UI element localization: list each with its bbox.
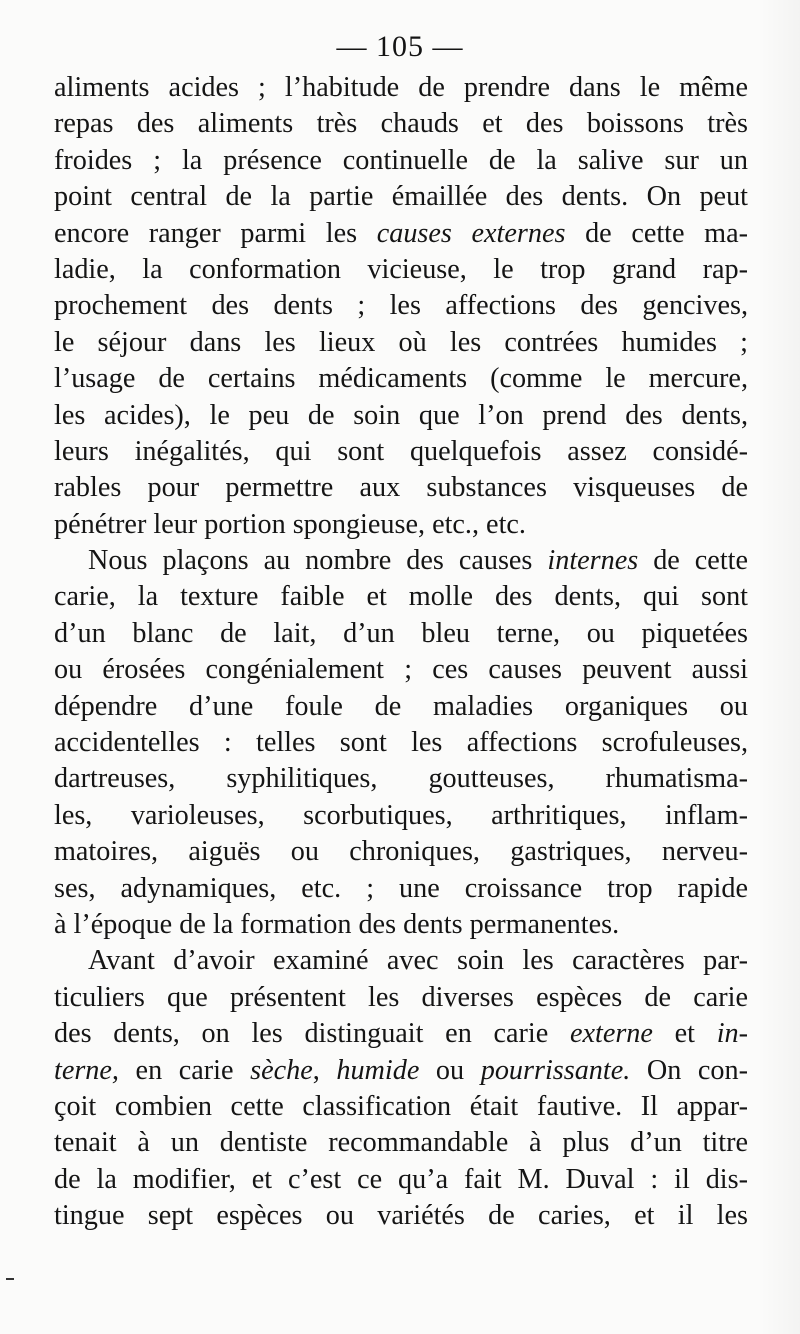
text-line <box>54 70 748 106</box>
text-line <box>54 1089 748 1125</box>
text-run: , <box>312 1054 337 1086</box>
text-run: rables pour permettre aux substances visqueuses de <box>54 472 748 504</box>
text-line <box>54 579 748 615</box>
text-line <box>54 470 748 506</box>
text-run: Avant d’avoir examiné avec soin les caractères par- <box>88 945 748 977</box>
text-run: pénétrer leur portion spongieuse, etc., etc. <box>54 508 526 540</box>
text-line <box>54 179 748 215</box>
text-line <box>54 216 748 252</box>
italic-text: in- <box>716 1018 748 1050</box>
text-run: Nous plaçons au nombre des causes <box>88 545 548 577</box>
text-run: en carie <box>118 1054 251 1086</box>
text-run: d’un blanc de lait, d’un bleu terne, ou piquetées <box>54 617 748 649</box>
text-line <box>54 1125 748 1161</box>
text-line <box>54 361 748 397</box>
text-line <box>54 288 748 324</box>
text-line <box>54 398 748 434</box>
text-run: prochement des dents ; les affections des gencives, <box>54 290 748 322</box>
text-line <box>54 798 748 834</box>
text-line <box>54 871 748 907</box>
paragraph <box>54 943 748 1234</box>
italic-text: externe <box>569 1018 653 1050</box>
text-line <box>54 507 748 543</box>
italic-text: terne, <box>54 1054 119 1086</box>
text-run: et <box>652 1018 717 1050</box>
text-run: de cette <box>638 545 748 577</box>
text-line <box>54 543 748 579</box>
text-run: ou <box>419 1054 481 1086</box>
text-line <box>54 106 748 142</box>
text-run: repas des aliments très chauds et des boissons très <box>54 108 748 140</box>
margin-mark <box>6 1278 14 1280</box>
text-run: de cette ma- <box>565 217 748 249</box>
text-run: carie, la texture faible et molle des dents, qui sont <box>54 581 748 613</box>
text-line <box>54 980 748 1016</box>
text-run: des dents, on les distinguait en carie <box>54 1018 570 1050</box>
text-run: ses, adynamiques, etc. ; une croissance trop rapide <box>54 872 748 904</box>
italic-text: pourrissante. <box>480 1054 631 1086</box>
body-text <box>54 70 748 1235</box>
text-line <box>54 652 748 688</box>
text-line <box>54 325 748 361</box>
italic-text: humide <box>336 1054 420 1086</box>
italic-text: causes externes <box>376 217 566 249</box>
text-run: les acides), le peu de soin que l’on prend des dents, <box>54 399 748 431</box>
text-run: matoires, aiguës ou chroniques, gastriques, nerveu- <box>54 836 748 868</box>
italic-text: sèche <box>250 1054 313 1086</box>
text-line <box>54 252 748 288</box>
text-line <box>54 907 748 943</box>
text-run: ou érosées congénialement ; ces causes peuvent aussi <box>54 654 748 686</box>
text-run: dartreuses, syphilitiques, goutteuses, rhumatisma- <box>54 763 748 795</box>
text-line <box>54 143 748 179</box>
text-line <box>54 761 748 797</box>
text-run: ticuliers que présentent les diverses espèces de carie <box>54 981 748 1013</box>
text-line <box>54 1198 748 1234</box>
text-run: ladie, la conformation vicieuse, le trop grand rap- <box>54 253 748 285</box>
text-line <box>54 1016 748 1052</box>
text-run: encore ranger parmi les <box>54 217 377 249</box>
text-line <box>54 1162 748 1198</box>
paragraph <box>54 70 748 543</box>
text-run: leurs inégalités, qui sont quelquefois assez considé- <box>54 435 748 467</box>
text-line <box>54 834 748 870</box>
text-run: dépendre d’une foule de maladies organiques ou <box>54 690 748 722</box>
text-run: froides ; la présence continuelle de la salive sur un <box>54 144 748 176</box>
text-run: tingue sept espèces ou variétés de caries, et il les <box>54 1200 748 1232</box>
page-number: — 105 — <box>336 30 464 63</box>
page-edge-shade <box>760 0 800 1334</box>
text-run: accidentelles : telles sont les affections scrofuleuses, <box>54 727 748 759</box>
text-run: point central de la partie émaillée des dents. On peut <box>54 181 748 213</box>
text-line <box>54 616 748 652</box>
text-run: On con- <box>630 1054 749 1086</box>
text-line <box>54 943 748 979</box>
text-run: à l’époque de la formation des dents permanentes. <box>54 908 620 940</box>
text-line <box>54 689 748 725</box>
text-run: de la modifier, et c’est ce qu’a fait M. Duval : il dis- <box>54 1163 748 1195</box>
text-run: çoit combien cette classification était fautive. Il appar- <box>54 1090 748 1122</box>
text-line <box>54 725 748 761</box>
text-run: les, varioleuses, scorbutiques, arthritiques, inflam- <box>54 799 748 831</box>
text-line <box>54 1053 748 1089</box>
paragraph <box>54 543 748 943</box>
italic-text: internes <box>547 545 639 577</box>
text-run: le séjour dans les lieux où les contrées humides ; <box>54 326 748 358</box>
text-run: l’usage de certains médicaments (comme le mercure, <box>54 363 748 395</box>
text-run: aliments acides ; l’habitude de prendre dans le même <box>54 72 748 103</box>
text-line <box>54 434 748 470</box>
text-run: tenait à un dentiste recommandable à plus d’un titre <box>54 1127 748 1159</box>
